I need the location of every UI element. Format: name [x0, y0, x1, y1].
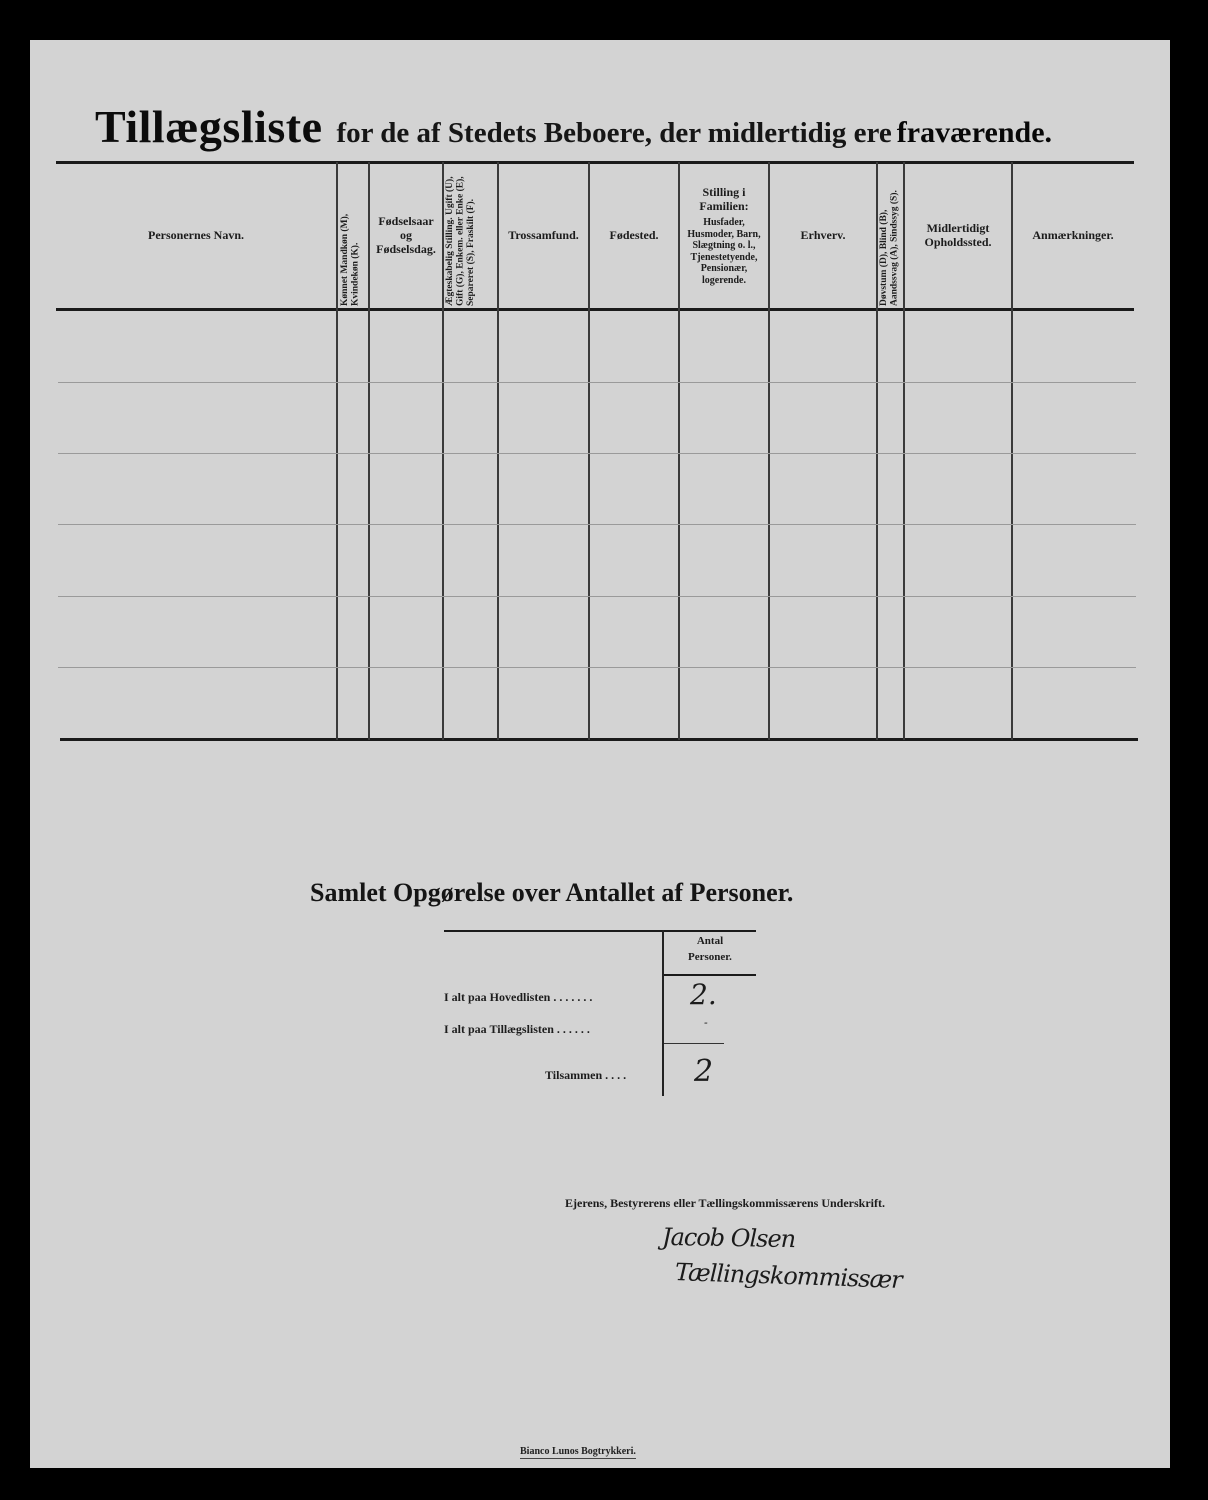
- table-bottom-rule: [60, 738, 1138, 741]
- column-divider: [336, 162, 338, 740]
- summary-column-head-line2: Personer.: [688, 950, 732, 963]
- column-divider: [876, 162, 878, 740]
- header-tro: Trossamfund.: [508, 228, 579, 243]
- header-aegteskab: Ægteskabelig Stilling. Ugift (U), Gift (G), Enkem. eller Enke (E), Separeret (S), Fraskilt (F).: [445, 176, 476, 306]
- header-fodsel-line3: Fødselsdag.: [376, 241, 436, 256]
- summary-top-rule: [444, 930, 756, 932]
- header-fodsel-line1: Fødselsaar: [378, 214, 434, 229]
- title-main-word: Tillægsliste: [95, 101, 323, 152]
- header-stilling-title: Stilling i Familien:: [699, 184, 749, 213]
- header-erhverv: Erhverv.: [800, 228, 846, 243]
- title-emphasis: fraværende.: [896, 116, 1053, 149]
- summary-row-tillaegslisten-label: I alt paa Tillægslisten . . . . . .: [444, 1022, 590, 1036]
- header-lyte: Døvstum (D), Blind (B), Aandssvag (A), Sindssyg (S).: [879, 190, 900, 306]
- table-row-line: [58, 524, 1136, 525]
- summary-column-head-line1: Antal: [696, 935, 724, 947]
- summary-row-tilsammen-value: 2: [694, 1054, 714, 1089]
- table-row-line: [58, 453, 1136, 454]
- census-form-page: [30, 40, 1170, 1468]
- summary-column-head: [664, 934, 756, 966]
- summary-row-hovedlisten-label: I alt paa Hovedlisten . . . . . . .: [444, 990, 593, 1004]
- header-fodsel: [370, 164, 442, 308]
- header-fodested: Fødested.: [609, 228, 659, 243]
- table-header-rule: [56, 308, 1134, 311]
- table-row-line: [58, 667, 1136, 668]
- printer-imprint: Bianco Lunos Bogtrykkeri.: [520, 1446, 636, 1457]
- table-row-line: [58, 382, 1136, 383]
- signature-role: Tællingskommissær: [674, 1258, 903, 1294]
- form-title: [95, 100, 1155, 153]
- header-fodsel-line2: og: [400, 228, 412, 243]
- column-divider: [442, 162, 444, 740]
- signature-name: Jacob Olsen: [661, 1222, 796, 1254]
- header-anmerkninger: Anmærkninger.: [1032, 228, 1114, 243]
- header-opholdssted-line2: Opholdssted.: [924, 235, 992, 249]
- header-navn: Personernes Navn.: [148, 228, 244, 243]
- header-opholdssted-line1: Midlertidigt: [926, 221, 990, 236]
- table-row-line: [58, 596, 1136, 597]
- summary-row-hovedlisten-value: 2.: [690, 978, 717, 1011]
- signature-label: Ejerens, Bestyrerens eller Tællingskommissærens Underskrift.: [565, 1196, 885, 1210]
- header-stilling: [680, 164, 768, 308]
- summary-head-rule: [664, 974, 756, 976]
- header-stilling-detail: Husfader, Husmoder, Barn, Slægtning o. l., Tjenestetyende, Pensionær, logerende.: [687, 217, 761, 286]
- summary-row-tilsammen-label: Tilsammen . . . .: [545, 1068, 627, 1082]
- header-kjonn: Kønnet Mandkøn (M), Kvindekøn (K).: [340, 213, 361, 306]
- summary-row-tillaegslisten-value: -: [704, 1016, 708, 1029]
- summary-subtotal-rule: [664, 1043, 724, 1044]
- title-subtitle: for de af Stedets Beboere, der midlertidig ere: [336, 117, 892, 149]
- summary-title: Samlet Opgørelse over Antallet af Personer.: [310, 878, 794, 907]
- header-opholdssted: [905, 164, 1011, 308]
